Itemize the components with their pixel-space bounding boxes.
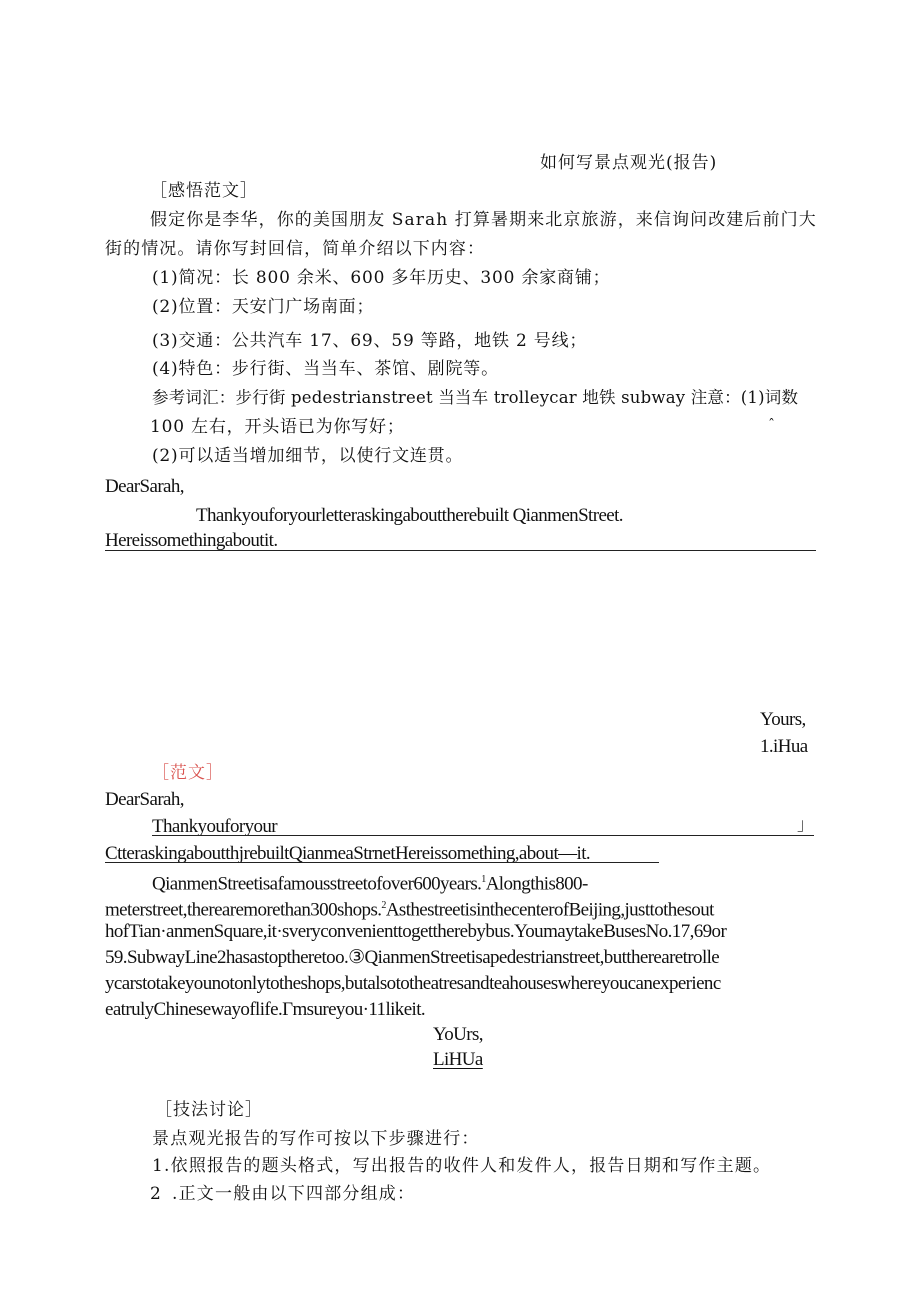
- prompt-item-4: (4)特色：步行街、当当车、茶馆、剧院等。: [152, 359, 499, 379]
- letter1-greeting: DearSarah,: [105, 476, 184, 497]
- letter1-closing: Yours,: [760, 709, 806, 730]
- prompt-item-1: (1)简况：长 800 余米、600 多年历史、300 余家商铺；: [152, 268, 611, 288]
- model-body-line-6: eatrulyChinesewayoflife.Γmsureyou·11likeit.: [105, 999, 426, 1020]
- model-body-line-2: meterstreet,therearemorethan300shops.$^2$AsthestreetisinthecenterofBeijing,justtothesout: [105, 899, 714, 921]
- model-body-line-3: hofTian·anmenSquare,it·sveryconvenienttogettherebybus.YoumaytakeBusesNo.17,69or: [105, 921, 727, 942]
- section-heading-model: ［范文］: [152, 763, 224, 783]
- caret-mark: ˆ: [768, 417, 775, 433]
- vocab-line-2: 100 左右，开头语已为你写好；: [150, 417, 405, 437]
- technique-intro: 景点观光报告的写作可按以下步骤进行：: [152, 1129, 480, 1149]
- model-greeting: DearSarah,: [105, 789, 184, 810]
- prompt-item-3: (3)交通：公共汽车 17、69、59 等路，地铁 2 号线；: [152, 331, 588, 351]
- model-line-1-bracket: 」: [797, 815, 814, 835]
- technique-step-2-number: 2: [150, 1184, 161, 1204]
- prompt-line-2: 街的情况。请你写封回信，简单介绍以下内容：: [105, 239, 486, 259]
- technique-step-1: 1.依照报告的题头格式，写出报告的收件人和发件人，报告日期和写作主题。: [152, 1156, 772, 1176]
- letter1-answer-rule: [105, 550, 816, 551]
- note-line: (2)可以适当增加细节，以使行文连贯。: [152, 446, 464, 466]
- vocab-line-1: 参考词汇：步行街 pedestrianstreet 当当车 trolleycar 地铁 subway 注意：(1)词数: [152, 388, 799, 407]
- prompt-line-1: 假定你是李华，你的美国朋友 Sarah 打算暑期来北京旅游，来信询问改建后前门大: [150, 210, 817, 230]
- model-line-1: Thankyouforyour: [152, 816, 278, 837]
- section-heading-sample: ［感悟范文］: [150, 181, 258, 201]
- model-body-line-5: ycarstotakeyounotonlytotheshops,butalsototheatresandteahouseswhereyoucanexperienc: [105, 973, 721, 994]
- letter1-signature: 1.iHua: [760, 736, 808, 757]
- section-heading-technique: ［技法讨论］: [155, 1100, 263, 1120]
- model-closing: YoUrs,: [433, 1024, 483, 1045]
- model-line-2: CtteraskingaboutthjrebuiltQianmeaStrnetHereissomething,about—it.: [105, 843, 591, 864]
- technique-step-2: .正文一般由以下四部分组成：: [172, 1184, 416, 1204]
- prompt-item-2: (2)位置：天安门广场南面；: [152, 297, 375, 317]
- letter1-line-1: Thankyouforyourletteraskingabouttherebuilt QianmenStreet.: [196, 505, 623, 526]
- model-line-2-rule: [105, 862, 659, 863]
- model-signature: LiHUa: [433, 1049, 483, 1070]
- letter1-line-2: Hereissomethingaboutit.: [105, 530, 278, 551]
- page-title: 如何写景点观光(报告): [540, 153, 718, 173]
- model-body-line-4: 59.SubwayLine2hasastoptheretoo.③QianmenStreetisapedestrianstreet,buttherearetrolle: [105, 947, 720, 968]
- model-body-line-1: QianmenStreetisafamousstreetofover600years.$^1$Alongthis800-: [152, 873, 588, 895]
- model-line-1-rule: [152, 835, 814, 836]
